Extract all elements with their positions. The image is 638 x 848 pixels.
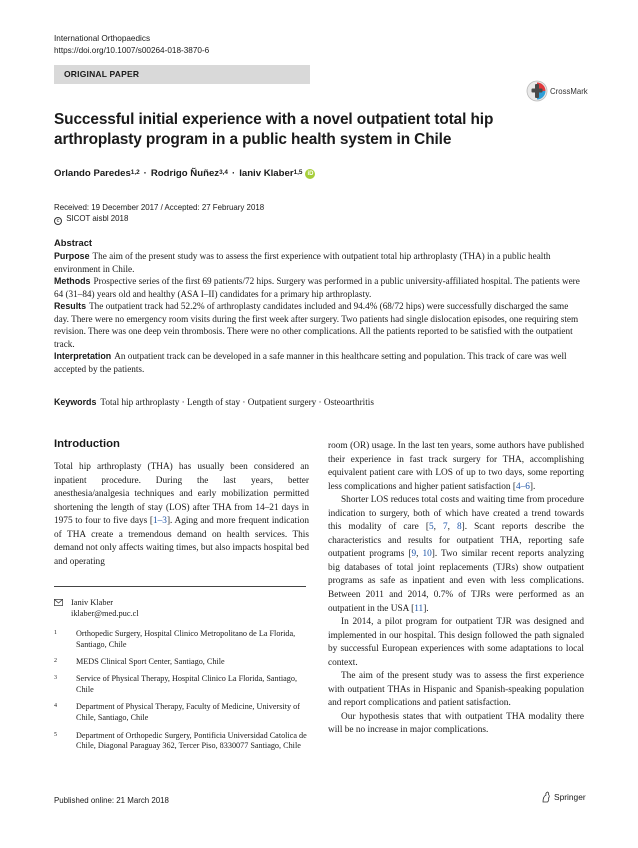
keywords-label: Keywords	[54, 397, 97, 407]
abstract-text: Prospective series of the first 69 patients/72 hips. Surgery was performed in a public university-affiliated hospital. The patients were 64 (31–84) years old and healthy (ASA I–II) candidates for a primary hip arthroplasty.	[54, 276, 580, 299]
citation-link[interactable]: 11	[414, 603, 424, 614]
publisher-logo	[540, 791, 586, 803]
author-name[interactable]: Rodrigo Ñuñez	[150, 168, 220, 179]
affiliation-number: 2	[54, 658, 57, 665]
intro-paragraph: The aim of the present study was to assess the first experience with outpatient THAs in Hispanic and Spanish-speaking population and report complications and patient satisfaction.	[328, 671, 584, 709]
affiliation-text: MEDS Clinical Sport Center, Santiago, Chile	[76, 657, 225, 667]
publisher-name: Springer	[554, 792, 586, 802]
springer-horse-icon	[540, 791, 552, 803]
abstract-label: Methods	[54, 276, 91, 286]
copyright-text: SICOT aisbl 2018	[66, 214, 129, 223]
affiliation-item	[54, 674, 312, 696]
right-column	[328, 440, 584, 738]
author-affil-sup: 1,5	[293, 169, 303, 176]
crossmark-badge[interactable]	[526, 80, 592, 102]
intro-body-left	[54, 461, 309, 569]
text-run: ]. Aging and more frequent indication of THA create a tremendous demand on health services. This demand not only affects waiting times, but also impacts hospital bed and operating	[54, 516, 309, 567]
affiliation-item	[54, 702, 312, 724]
intro-paragraph: In 2014, a pilot program for outpatient TJR was designed and implemented in our hospital. This design followed the path signaled by successful European experiences with some adaptations to local context.	[328, 617, 584, 668]
affiliations	[54, 629, 312, 759]
crossmark-icon	[526, 80, 548, 102]
keywords	[54, 396, 584, 408]
affiliation-item	[54, 731, 312, 753]
abstract	[54, 237, 584, 375]
affiliation-number: 1	[54, 630, 57, 636]
corresponding-email[interactable]: iklaber@med.puc.cl	[71, 609, 139, 618]
text-run: Total hip arthroplasty (THA) has usually been considered an inpatient procedure. During the last years, better anesthesia/analgesia techniques and early mobilization permitted shortening the length of stay (LOS) after THA from 14–21 days in 1975 to four to five days [	[54, 462, 309, 527]
intro-paragraph: Our hypothesis states that with outpatient THA modality there will be no increase in major complications.	[328, 711, 584, 736]
copyright-icon: c	[54, 217, 62, 225]
journal-header	[54, 33, 209, 57]
abstract-purpose	[54, 250, 584, 275]
intro-paragraph	[54, 461, 309, 569]
text-run: ]. Scant reports describe the characteristics and results for outpatient THA, reporting safe outpatient programs [	[328, 522, 584, 560]
article-title: Successful initial experience with a novel outpatient total hip arthroplasty program in a public health system in Chile	[54, 111, 494, 148]
text-run: ,	[433, 522, 443, 533]
abstract-results	[54, 300, 584, 350]
author-affil-sup: 3,4	[219, 169, 228, 176]
affiliation-text: Department of Physical Therapy, Faculty of Medicine, University of Chile, Santiago, Chile	[76, 702, 300, 723]
intro-paragraph	[328, 494, 584, 616]
abstract-label: Results	[54, 301, 87, 311]
article-dates	[54, 202, 264, 225]
crossmark-label: CrossMark	[550, 86, 588, 96]
article-type-banner: ORIGINAL PAPER	[54, 65, 310, 84]
text-run: room (OR) usage. In the last ten years, some authors have published their experience in fast track surgery for THA, accomplishing equivalent patient care with LOS of up to two days, some reporting less complications and higher patient satisfaction [	[328, 441, 584, 492]
citation-link[interactable]: 8	[456, 522, 462, 533]
abstract-heading: Abstract	[54, 237, 93, 248]
corresponding-author: Ianiv Klaber	[71, 598, 114, 607]
affiliation-number: 3	[54, 675, 57, 682]
author-list	[54, 168, 315, 179]
affiliation-number: 4	[54, 703, 57, 710]
author-separator: ·	[143, 168, 147, 179]
citation-link[interactable]: 9	[411, 549, 417, 560]
abstract-methods	[54, 275, 584, 300]
text-run: ].	[529, 481, 536, 492]
author-affil-sup: 1,2	[130, 169, 140, 176]
affiliation-text: Orthopedic Surgery, Hospital Clinico Metropolitano de La Florida, Santiago, Chile	[76, 629, 296, 649]
envelope-icon	[54, 599, 63, 606]
correspondence	[54, 597, 139, 619]
abstract-label: Interpretation	[54, 351, 112, 361]
journal-name: International Orthopaedics	[54, 34, 151, 43]
text-run: ]. Two similar recent reports analyzing big databases of total joint replacements (TJRs) show outpatient programs as safe as inpatient and even with less complications. Between 2011 and 2014, 0.7% of TJRs were performed as an outpatient in the USA [	[328, 549, 584, 614]
author-name[interactable]: Orlando Paredes	[54, 168, 131, 179]
abstract-text: An outpatient track can be developed in a safe manner in this healthcare setting and population. This track of care was well accepted by the patients.	[54, 351, 567, 374]
author-name[interactable]: Ianiv Klaber	[239, 168, 294, 179]
published-date: Published online: 21 March 2018	[54, 796, 169, 805]
intro-body-right	[328, 440, 584, 738]
text-run: ].	[423, 603, 429, 614]
citation-link[interactable]: 7	[442, 522, 448, 533]
doi-link[interactable]: https://doi.org/10.1007/s00264-018-3870-6	[54, 46, 210, 55]
author-separator: ·	[231, 168, 236, 179]
affiliation-item	[54, 657, 312, 668]
affiliation-number: 5	[54, 731, 57, 738]
text-run: ,	[447, 522, 457, 533]
abstract-text: The aim of the present study was to assess the first experience with outpatient total hip arthroplasty (THA) in a public health environment in Chile.	[54, 251, 551, 274]
introduction-heading: Introduction	[54, 438, 120, 450]
citation-link[interactable]: 4–6	[515, 481, 530, 492]
footnote-divider	[54, 586, 306, 587]
affiliation-text: Service of Physical Therapy, Hospital Clinico La Florida, Santiago, Chile	[76, 674, 298, 695]
text-run: ,	[416, 549, 423, 560]
citation-link[interactable]: 5	[428, 522, 434, 533]
orcid-icon[interactable]: iD	[307, 170, 314, 177]
copyright-line	[54, 213, 264, 225]
abstract-text: The outpatient track had 52.2% of arthroplasty candidates included and 94.4% (68/72 hips) were successfully discharged the same day. There were no emergency room visits during the first week after surgery. Two patients had single dislocation episodes, one requiring stem revision. There was one deep vein thrombosis. There were no other complications. All the patients reported to be satisfied with the outpatient track.	[54, 301, 579, 349]
abstract-interpretation	[54, 350, 584, 375]
affiliation-item	[54, 629, 312, 651]
abstract-label: Purpose	[54, 251, 90, 261]
citation-link[interactable]: 1–3	[153, 516, 167, 527]
text-run: Shorter LOS reduces total costs and waiting time from procedure indication to surgery, both of which have created a trend towards this modality of care [	[328, 495, 584, 533]
intro-paragraph	[328, 440, 584, 494]
received-accepted: Received: 19 December 2017 / Accepted: 27 February 2018	[54, 203, 265, 212]
keywords-text: Total hip arthroplasty · Length of stay · Outpatient surgery · Osteoarthritis	[100, 397, 374, 407]
affiliation-text: Department of Orthopedic Surgery, Pontificia Universidad Catolica de Chile, Diagonal Paraguay 362, Tercer Piso, 8330077 Santiago, Chile	[76, 730, 307, 751]
citation-link[interactable]: 10	[422, 549, 432, 560]
left-column	[54, 438, 309, 569]
